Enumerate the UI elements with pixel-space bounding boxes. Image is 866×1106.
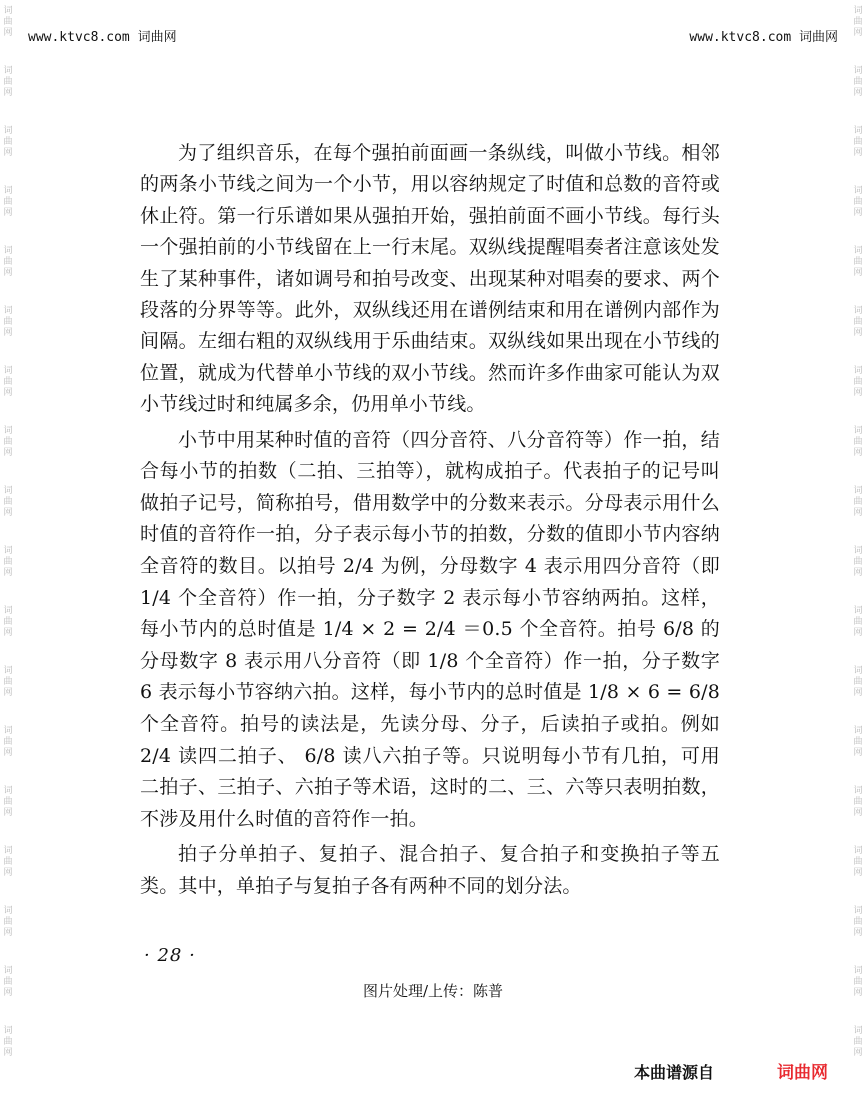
watermark-char: 网 [853, 268, 863, 278]
watermark-char: 词 [853, 846, 863, 856]
watermark-char: 词 [3, 6, 13, 16]
watermark-char: 网 [3, 928, 13, 938]
watermark-char: 曲 [3, 1037, 13, 1047]
watermark-char: 词 [3, 126, 13, 136]
watermark-group [851, 360, 865, 420]
watermark-char: 网 [3, 508, 13, 518]
watermark-group [851, 900, 865, 960]
watermark-char: 曲 [853, 677, 863, 687]
watermark-char: 网 [3, 808, 13, 818]
watermark-group [1, 0, 15, 60]
watermark-char: 网 [853, 928, 863, 938]
watermark-char: 词 [853, 366, 863, 376]
watermark-char: 曲 [3, 17, 13, 27]
watermark-char: 词 [853, 546, 863, 556]
watermark-group [1, 600, 15, 660]
watermark-char: 曲 [3, 197, 13, 207]
watermark-char: 词 [853, 666, 863, 676]
watermark-char: 曲 [853, 77, 863, 87]
watermark-char: 网 [853, 748, 863, 758]
watermark-char: 曲 [853, 737, 863, 747]
watermark-char: 网 [3, 448, 13, 458]
watermark-char: 词 [3, 66, 13, 76]
watermark-char: 网 [3, 88, 13, 98]
watermark-group [1, 660, 15, 720]
watermark-char: 曲 [853, 1037, 863, 1047]
watermark-char: 曲 [3, 857, 13, 867]
watermark-char: 词 [3, 966, 13, 976]
watermark-char: 词 [853, 66, 863, 76]
watermark-char: 曲 [853, 317, 863, 327]
watermark-char: 网 [3, 328, 13, 338]
watermark-char: 曲 [853, 437, 863, 447]
watermark-char: 网 [3, 568, 13, 578]
watermark-char: 词 [853, 906, 863, 916]
upload-credit: 图片处理/上传：陈普 [362, 982, 504, 1000]
watermark-char: 网 [853, 868, 863, 878]
watermark-char: 网 [3, 628, 13, 638]
watermark-group [851, 720, 865, 780]
watermark-char: 网 [853, 28, 863, 38]
watermark-char: 曲 [3, 737, 13, 747]
watermark-char: 曲 [853, 257, 863, 267]
watermark-group [1, 780, 15, 840]
watermark-char: 词 [3, 486, 13, 496]
watermark-group [1, 420, 15, 480]
watermark-char: 曲 [3, 617, 13, 627]
watermark-char: 曲 [853, 137, 863, 147]
watermark-char: 网 [3, 268, 13, 278]
watermark-char: 网 [853, 88, 863, 98]
watermark-group [1, 720, 15, 780]
page-number: · 28 · [144, 945, 196, 966]
watermark-group [1, 180, 15, 240]
watermark-char: 网 [853, 688, 863, 698]
watermark-char: 曲 [3, 557, 13, 567]
watermark-char: 网 [3, 208, 13, 218]
watermark-char: 网 [3, 148, 13, 158]
watermark-char: 曲 [853, 797, 863, 807]
watermark-group [851, 0, 865, 60]
watermark-char: 词 [853, 606, 863, 616]
watermark-char: 词 [853, 1026, 863, 1036]
watermark-char: 词 [3, 726, 13, 736]
watermark-char: 词 [3, 1026, 13, 1036]
watermark-char: 网 [853, 508, 863, 518]
watermark-group [851, 540, 865, 600]
watermark-char: 网 [853, 808, 863, 818]
watermark-char: 词 [3, 846, 13, 856]
watermark-char: 网 [853, 328, 863, 338]
watermark-char: 词 [853, 186, 863, 196]
watermark-char: 网 [3, 868, 13, 878]
watermark-char: 曲 [3, 497, 13, 507]
watermark-group [851, 600, 865, 660]
watermark-char: 词 [853, 786, 863, 796]
watermark-char: 网 [853, 988, 863, 998]
footer-brand-link[interactable]: 词曲网 [777, 1063, 828, 1083]
watermark-group [1, 480, 15, 540]
watermark-char: 词 [853, 306, 863, 316]
watermark-group [1, 840, 15, 900]
watermark-char: 词 [853, 726, 863, 736]
watermark-char: 词 [3, 546, 13, 556]
watermark-char: 词 [3, 366, 13, 376]
watermark-group [1, 540, 15, 600]
watermark-char: 曲 [3, 677, 13, 687]
watermark-char: 词 [3, 246, 13, 256]
watermark-group [851, 1020, 865, 1080]
article-body [140, 138, 720, 902]
watermark-group [851, 60, 865, 120]
watermark-char: 曲 [3, 797, 13, 807]
watermark-char: 网 [3, 688, 13, 698]
watermark-group [1, 360, 15, 420]
watermark-char: 词 [3, 786, 13, 796]
watermark-group [851, 840, 865, 900]
watermark-char: 曲 [3, 917, 13, 927]
watermark-char: 曲 [853, 617, 863, 627]
footer-source-label: 本曲谱源自 [634, 1063, 715, 1082]
watermark-char: 词 [3, 306, 13, 316]
watermark-char: 网 [3, 1048, 13, 1058]
watermark-char: 网 [853, 148, 863, 158]
watermark-char: 词 [853, 126, 863, 136]
watermark-char: 词 [3, 906, 13, 916]
watermark-char: 网 [3, 28, 13, 38]
watermark-char: 曲 [3, 317, 13, 327]
watermark-char: 词 [3, 186, 13, 196]
watermark-group [1, 60, 15, 120]
watermark-char: 网 [3, 388, 13, 398]
watermark-group [851, 480, 865, 540]
watermark-column-left [1, 0, 15, 1106]
watermark-char: 词 [3, 606, 13, 616]
watermark-char: 曲 [3, 377, 13, 387]
watermark-group [851, 240, 865, 300]
watermark-group [1, 300, 15, 360]
watermark-char: 词 [3, 666, 13, 676]
watermark-char: 词 [3, 426, 13, 436]
watermark-char: 网 [853, 1048, 863, 1058]
watermark-char: 曲 [853, 857, 863, 867]
watermark-char: 曲 [853, 977, 863, 987]
paragraph-time-signature: 小节中用某种时值的音符（四分音符、八分音符等）作一拍，结合每小节的拍数（二拍、三拍等），就构成拍子。代表拍子的记号叫做拍子记号，简称拍号，借用数学中的分数来表示。分母表示用什么时值的音符作一拍，分子表示每小节的拍数，分数的值即小节内容纳全音符的数目。以拍号 2/4 为例，分母数字 4 表示用四分音符（即 1/4 个全音符）作一拍，分子数字 2 表示每小节容纳两拍。这样，每小节内的总时值是 1/4 × 2 = 2/4 ＝0.5 个全音符。拍号 6/8 的分母数字 8 表示用八分音符（即 1/8 个全音符）作一拍，分子数字 6 表示每小节容纳六拍。这样，每小节内的总时值是 1/8 × 6 = 6/8 个全音符。拍号的读法是，先读分母、分子，后读拍子或拍。例如 2/4 读四二拍子、 6/8 读八六拍子等。只说明每小节有几拍，可用二拍子、三拍子、六拍子等术语，这时的二、三、六等只表明拍数，不涉及用什么时值的音符作一拍。 [140, 428, 720, 830]
watermark-char: 曲 [853, 557, 863, 567]
watermark-char: 曲 [853, 497, 863, 507]
watermark-char: 曲 [853, 377, 863, 387]
watermark-char: 曲 [3, 137, 13, 147]
watermark-char: 曲 [3, 437, 13, 447]
watermark-group [1, 240, 15, 300]
watermark-group [851, 780, 865, 840]
paragraph-barlines: 为了组织音乐，在每个强拍前面画一条纵线，叫做小节线。相邻的两条小节线之间为一个小节，用以容纳规定了时值和总数的音符或休止符。第一行乐谱如果从强拍开始，强拍前面不画小节线。每行头一个强拍前的小节线留在上一行末尾。双纵线提醒唱奏者注意该处发生了某种事件，诸如调号和拍号改变、出现某种对唱奏的要求、两个段落的分界等等。此外，双纵线还用在谱例结束和用在谱例内部作为间隔。左细右粗的双纵线用于乐曲结束。双纵线如果出现在小节线的位置，就成为代替单小节线的双小节线。然而许多作曲家可能认为双小节线过时和纯属多余，仍用单小节线。 [140, 142, 720, 416]
watermark-char: 网 [853, 388, 863, 398]
watermark-char: 曲 [853, 197, 863, 207]
watermark-char: 词 [853, 246, 863, 256]
paragraph-meter-types: 拍子分单拍子、复拍子、混合拍子、复合拍子和变换拍子等五类。其中，单拍子与复拍子各有两种不同的划分法。 [140, 843, 720, 897]
header-left-site: www.ktvc8.com 词曲网 [28, 30, 177, 45]
watermark-char: 词 [853, 486, 863, 496]
watermark-group [851, 120, 865, 180]
watermark-char: 网 [853, 448, 863, 458]
watermark-char: 曲 [853, 917, 863, 927]
watermark-char: 词 [853, 966, 863, 976]
watermark-group [851, 180, 865, 240]
header-right-site: www.ktvc8.com 词曲网 [689, 30, 838, 45]
watermark-char: 曲 [3, 257, 13, 267]
watermark-char: 网 [853, 208, 863, 218]
watermark-char: 曲 [3, 977, 13, 987]
watermark-char: 曲 [853, 17, 863, 27]
watermark-group [1, 1020, 15, 1080]
watermark-char: 词 [853, 6, 863, 16]
watermark-group [1, 900, 15, 960]
watermark-group [851, 420, 865, 480]
watermark-group [1, 120, 15, 180]
watermark-char: 曲 [3, 77, 13, 87]
watermark-char: 网 [853, 628, 863, 638]
watermark-char: 网 [3, 988, 13, 998]
watermark-char: 网 [853, 568, 863, 578]
watermark-column-right [851, 0, 865, 1106]
watermark-char: 网 [3, 748, 13, 758]
watermark-group [851, 300, 865, 360]
watermark-char: 词 [853, 426, 863, 436]
watermark-group [851, 660, 865, 720]
